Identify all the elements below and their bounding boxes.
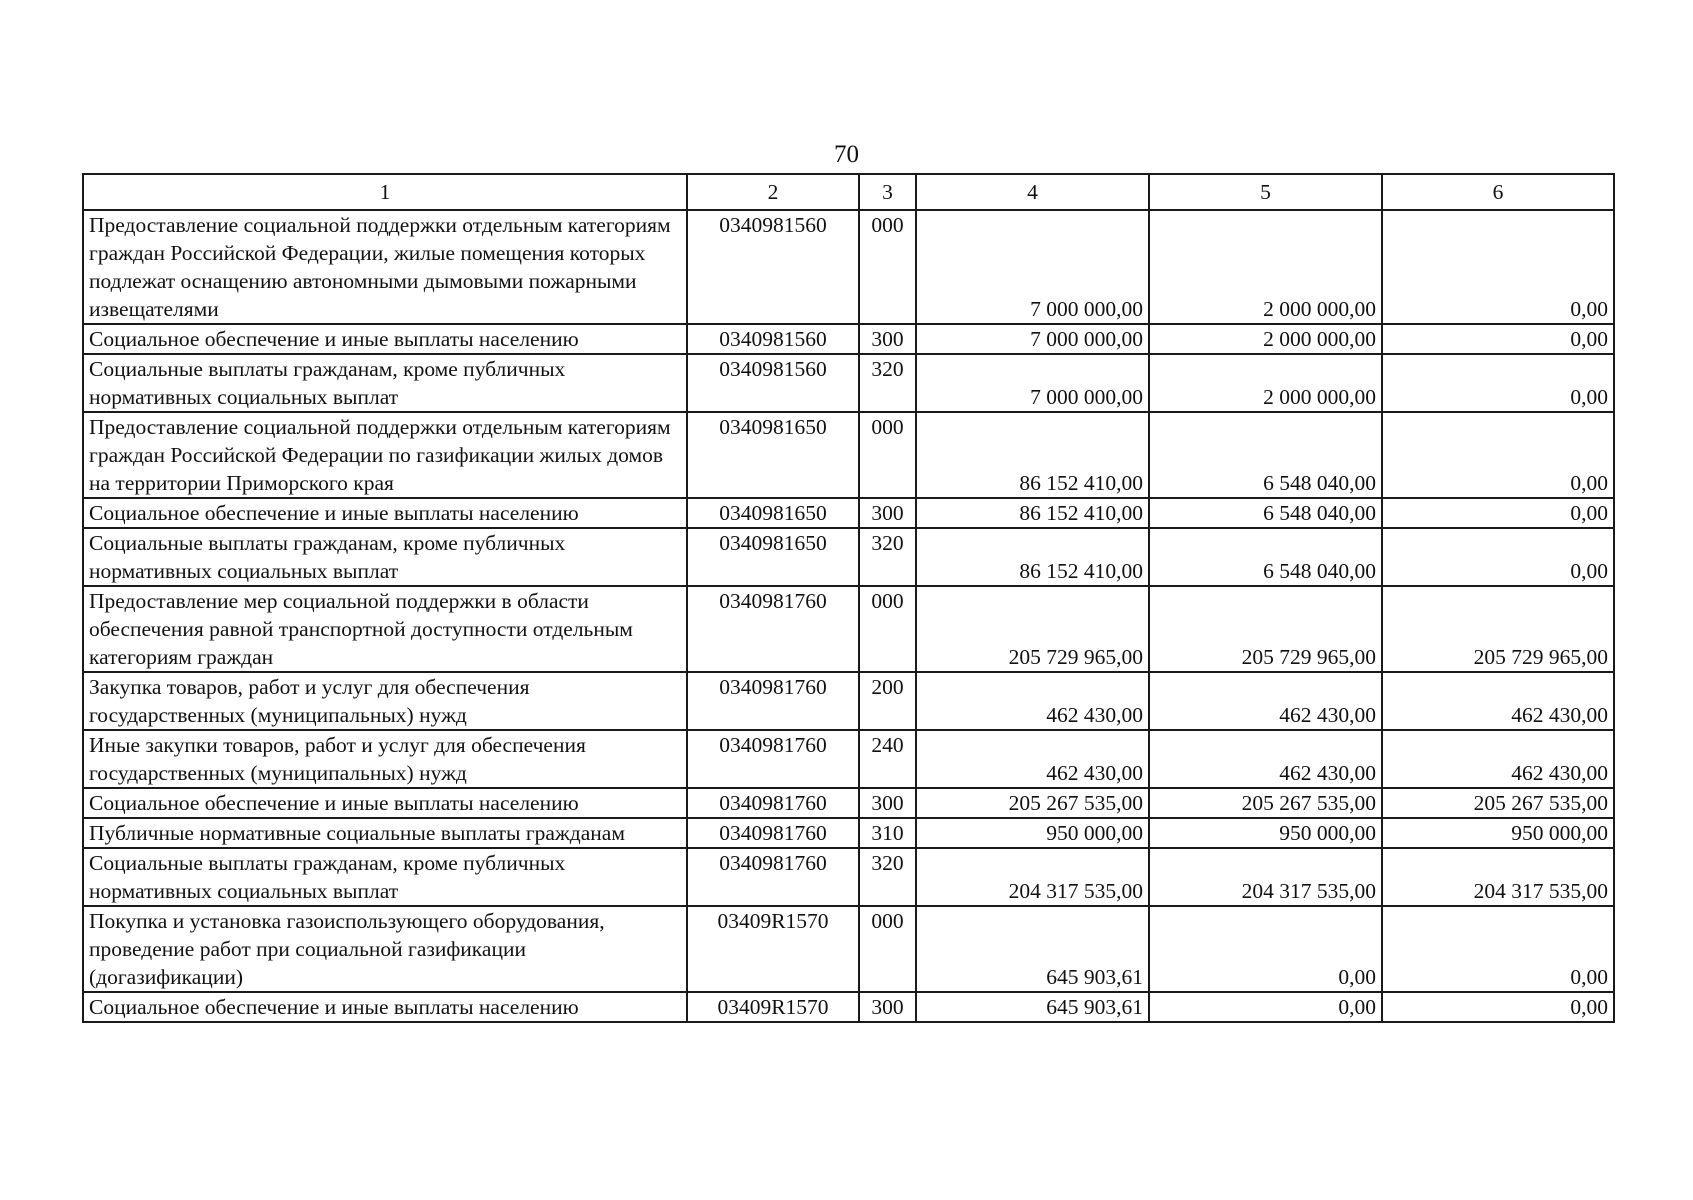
amount-year-2: 6 548 040,00	[1149, 412, 1382, 498]
expense-type-code: 000	[859, 906, 916, 992]
page-number: 70	[834, 141, 859, 168]
amount-year-3: 462 430,00	[1382, 672, 1614, 730]
amount-year-2: 0,00	[1149, 906, 1382, 992]
row-name: Социальное обеспечение и иные выплаты населению	[83, 498, 687, 528]
column-header-2: 2	[687, 174, 859, 210]
amount-year-2: 462 430,00	[1149, 730, 1382, 788]
table-row	[83, 672, 1614, 730]
expense-type-code: 320	[859, 848, 916, 906]
table-row	[83, 324, 1614, 354]
table-row	[83, 848, 1614, 906]
expense-type-code: 320	[859, 528, 916, 586]
amount-year-2: 950 000,00	[1149, 818, 1382, 848]
column-header-5: 5	[1149, 174, 1382, 210]
expense-type-code: 300	[859, 324, 916, 354]
amount-year-2: 2 000 000,00	[1149, 324, 1382, 354]
row-name: Предоставление мер социальной поддержки в области обеспечения равной транспортной доступности отдельным категориям граждан	[83, 586, 687, 672]
amount-year-2: 462 430,00	[1149, 672, 1382, 730]
table-row	[83, 412, 1614, 498]
expense-type-code: 300	[859, 788, 916, 818]
row-name: Покупка и установка газоиспользующего оборудования, проведение работ при социальной газификации (догазификации)	[83, 906, 687, 992]
amount-year-3: 462 430,00	[1382, 730, 1614, 788]
table-row	[83, 818, 1614, 848]
row-name: Социальные выплаты гражданам, кроме публичных нормативных социальных выплат	[83, 848, 687, 906]
amount-year-3: 950 000,00	[1382, 818, 1614, 848]
expense-type-code: 300	[859, 498, 916, 528]
amount-year-1: 205 729 965,00	[916, 586, 1149, 672]
amount-year-1: 204 317 535,00	[916, 848, 1149, 906]
row-name: Социальное обеспечение и иные выплаты населению	[83, 992, 687, 1022]
amount-year-2: 6 548 040,00	[1149, 528, 1382, 586]
amount-year-1: 7 000 000,00	[916, 324, 1149, 354]
expense-type-code: 000	[859, 586, 916, 672]
amount-year-1: 86 152 410,00	[916, 412, 1149, 498]
expense-type-code: 310	[859, 818, 916, 848]
table-row	[83, 354, 1614, 412]
target-article-code: 0340981560	[687, 354, 859, 412]
amount-year-2: 6 548 040,00	[1149, 498, 1382, 528]
column-header-6: 6	[1382, 174, 1614, 210]
table-row	[83, 788, 1614, 818]
expense-type-code: 000	[859, 210, 916, 324]
amount-year-3: 0,00	[1382, 498, 1614, 528]
target-article-code: 0340981760	[687, 848, 859, 906]
amount-year-1: 462 430,00	[916, 672, 1149, 730]
amount-year-2: 2 000 000,00	[1149, 210, 1382, 324]
row-name: Социальное обеспечение и иные выплаты населению	[83, 788, 687, 818]
amount-year-2: 204 317 535,00	[1149, 848, 1382, 906]
row-name: Социальные выплаты гражданам, кроме публичных нормативных социальных выплат	[83, 354, 687, 412]
row-name: Иные закупки товаров, работ и услуг для обеспечения государственных (муниципальных) нужд	[83, 730, 687, 788]
table-row	[83, 730, 1614, 788]
amount-year-3: 0,00	[1382, 210, 1614, 324]
target-article-code: 03409R1570	[687, 906, 859, 992]
expense-type-code: 000	[859, 412, 916, 498]
row-name: Предоставление социальной поддержки отдельным категориям граждан Российской Федерации по газификации жилых домов на территории Приморского края	[83, 412, 687, 498]
amount-year-2: 205 729 965,00	[1149, 586, 1382, 672]
amount-year-1: 950 000,00	[916, 818, 1149, 848]
target-article-code: 0340981650	[687, 498, 859, 528]
amount-year-1: 645 903,61	[916, 906, 1149, 992]
table-row	[83, 906, 1614, 992]
amount-year-3: 0,00	[1382, 324, 1614, 354]
expense-type-code: 300	[859, 992, 916, 1022]
amount-year-2: 2 000 000,00	[1149, 354, 1382, 412]
amount-year-1: 7 000 000,00	[916, 354, 1149, 412]
table-row	[83, 528, 1614, 586]
amount-year-1: 86 152 410,00	[916, 498, 1149, 528]
target-article-code: 0340981760	[687, 818, 859, 848]
table-header-row	[83, 174, 1614, 210]
amount-year-1: 462 430,00	[916, 730, 1149, 788]
table-row	[83, 498, 1614, 528]
table-row	[83, 992, 1614, 1022]
expense-type-code: 320	[859, 354, 916, 412]
amount-year-1: 205 267 535,00	[916, 788, 1149, 818]
row-name: Социальные выплаты гражданам, кроме публичных нормативных социальных выплат	[83, 528, 687, 586]
amount-year-3: 0,00	[1382, 412, 1614, 498]
row-name: Закупка товаров, работ и услуг для обеспечения государственных (муниципальных) нужд	[83, 672, 687, 730]
table-row	[83, 586, 1614, 672]
amount-year-1: 86 152 410,00	[916, 528, 1149, 586]
budget-table	[82, 173, 1615, 1023]
column-header-1: 1	[83, 174, 687, 210]
row-name: Публичные нормативные социальные выплаты гражданам	[83, 818, 687, 848]
target-article-code: 0340981560	[687, 210, 859, 324]
amount-year-3: 204 317 535,00	[1382, 848, 1614, 906]
row-name: Социальное обеспечение и иные выплаты населению	[83, 324, 687, 354]
amount-year-1: 645 903,61	[916, 992, 1149, 1022]
table-row	[83, 210, 1614, 324]
amount-year-1: 7 000 000,00	[916, 210, 1149, 324]
target-article-code: 03409R1570	[687, 992, 859, 1022]
row-name: Предоставление социальной поддержки отдельным категориям граждан Российской Федерации, жилые помещения которых подлежат оснащению автономными дымовыми пожарными извещателями	[83, 210, 687, 324]
amount-year-3: 0,00	[1382, 528, 1614, 586]
amount-year-3: 0,00	[1382, 906, 1614, 992]
column-header-3: 3	[859, 174, 916, 210]
amount-year-3: 0,00	[1382, 354, 1614, 412]
amount-year-3: 205 729 965,00	[1382, 586, 1614, 672]
target-article-code: 0340981650	[687, 412, 859, 498]
amount-year-2: 0,00	[1149, 992, 1382, 1022]
column-header-4: 4	[916, 174, 1149, 210]
amount-year-3: 0,00	[1382, 992, 1614, 1022]
target-article-code: 0340981760	[687, 788, 859, 818]
amount-year-3: 205 267 535,00	[1382, 788, 1614, 818]
target-article-code: 0340981760	[687, 730, 859, 788]
target-article-code: 0340981650	[687, 528, 859, 586]
expense-type-code: 240	[859, 730, 916, 788]
amount-year-2: 205 267 535,00	[1149, 788, 1382, 818]
target-article-code: 0340981560	[687, 324, 859, 354]
target-article-code: 0340981760	[687, 672, 859, 730]
expense-type-code: 200	[859, 672, 916, 730]
target-article-code: 0340981760	[687, 586, 859, 672]
